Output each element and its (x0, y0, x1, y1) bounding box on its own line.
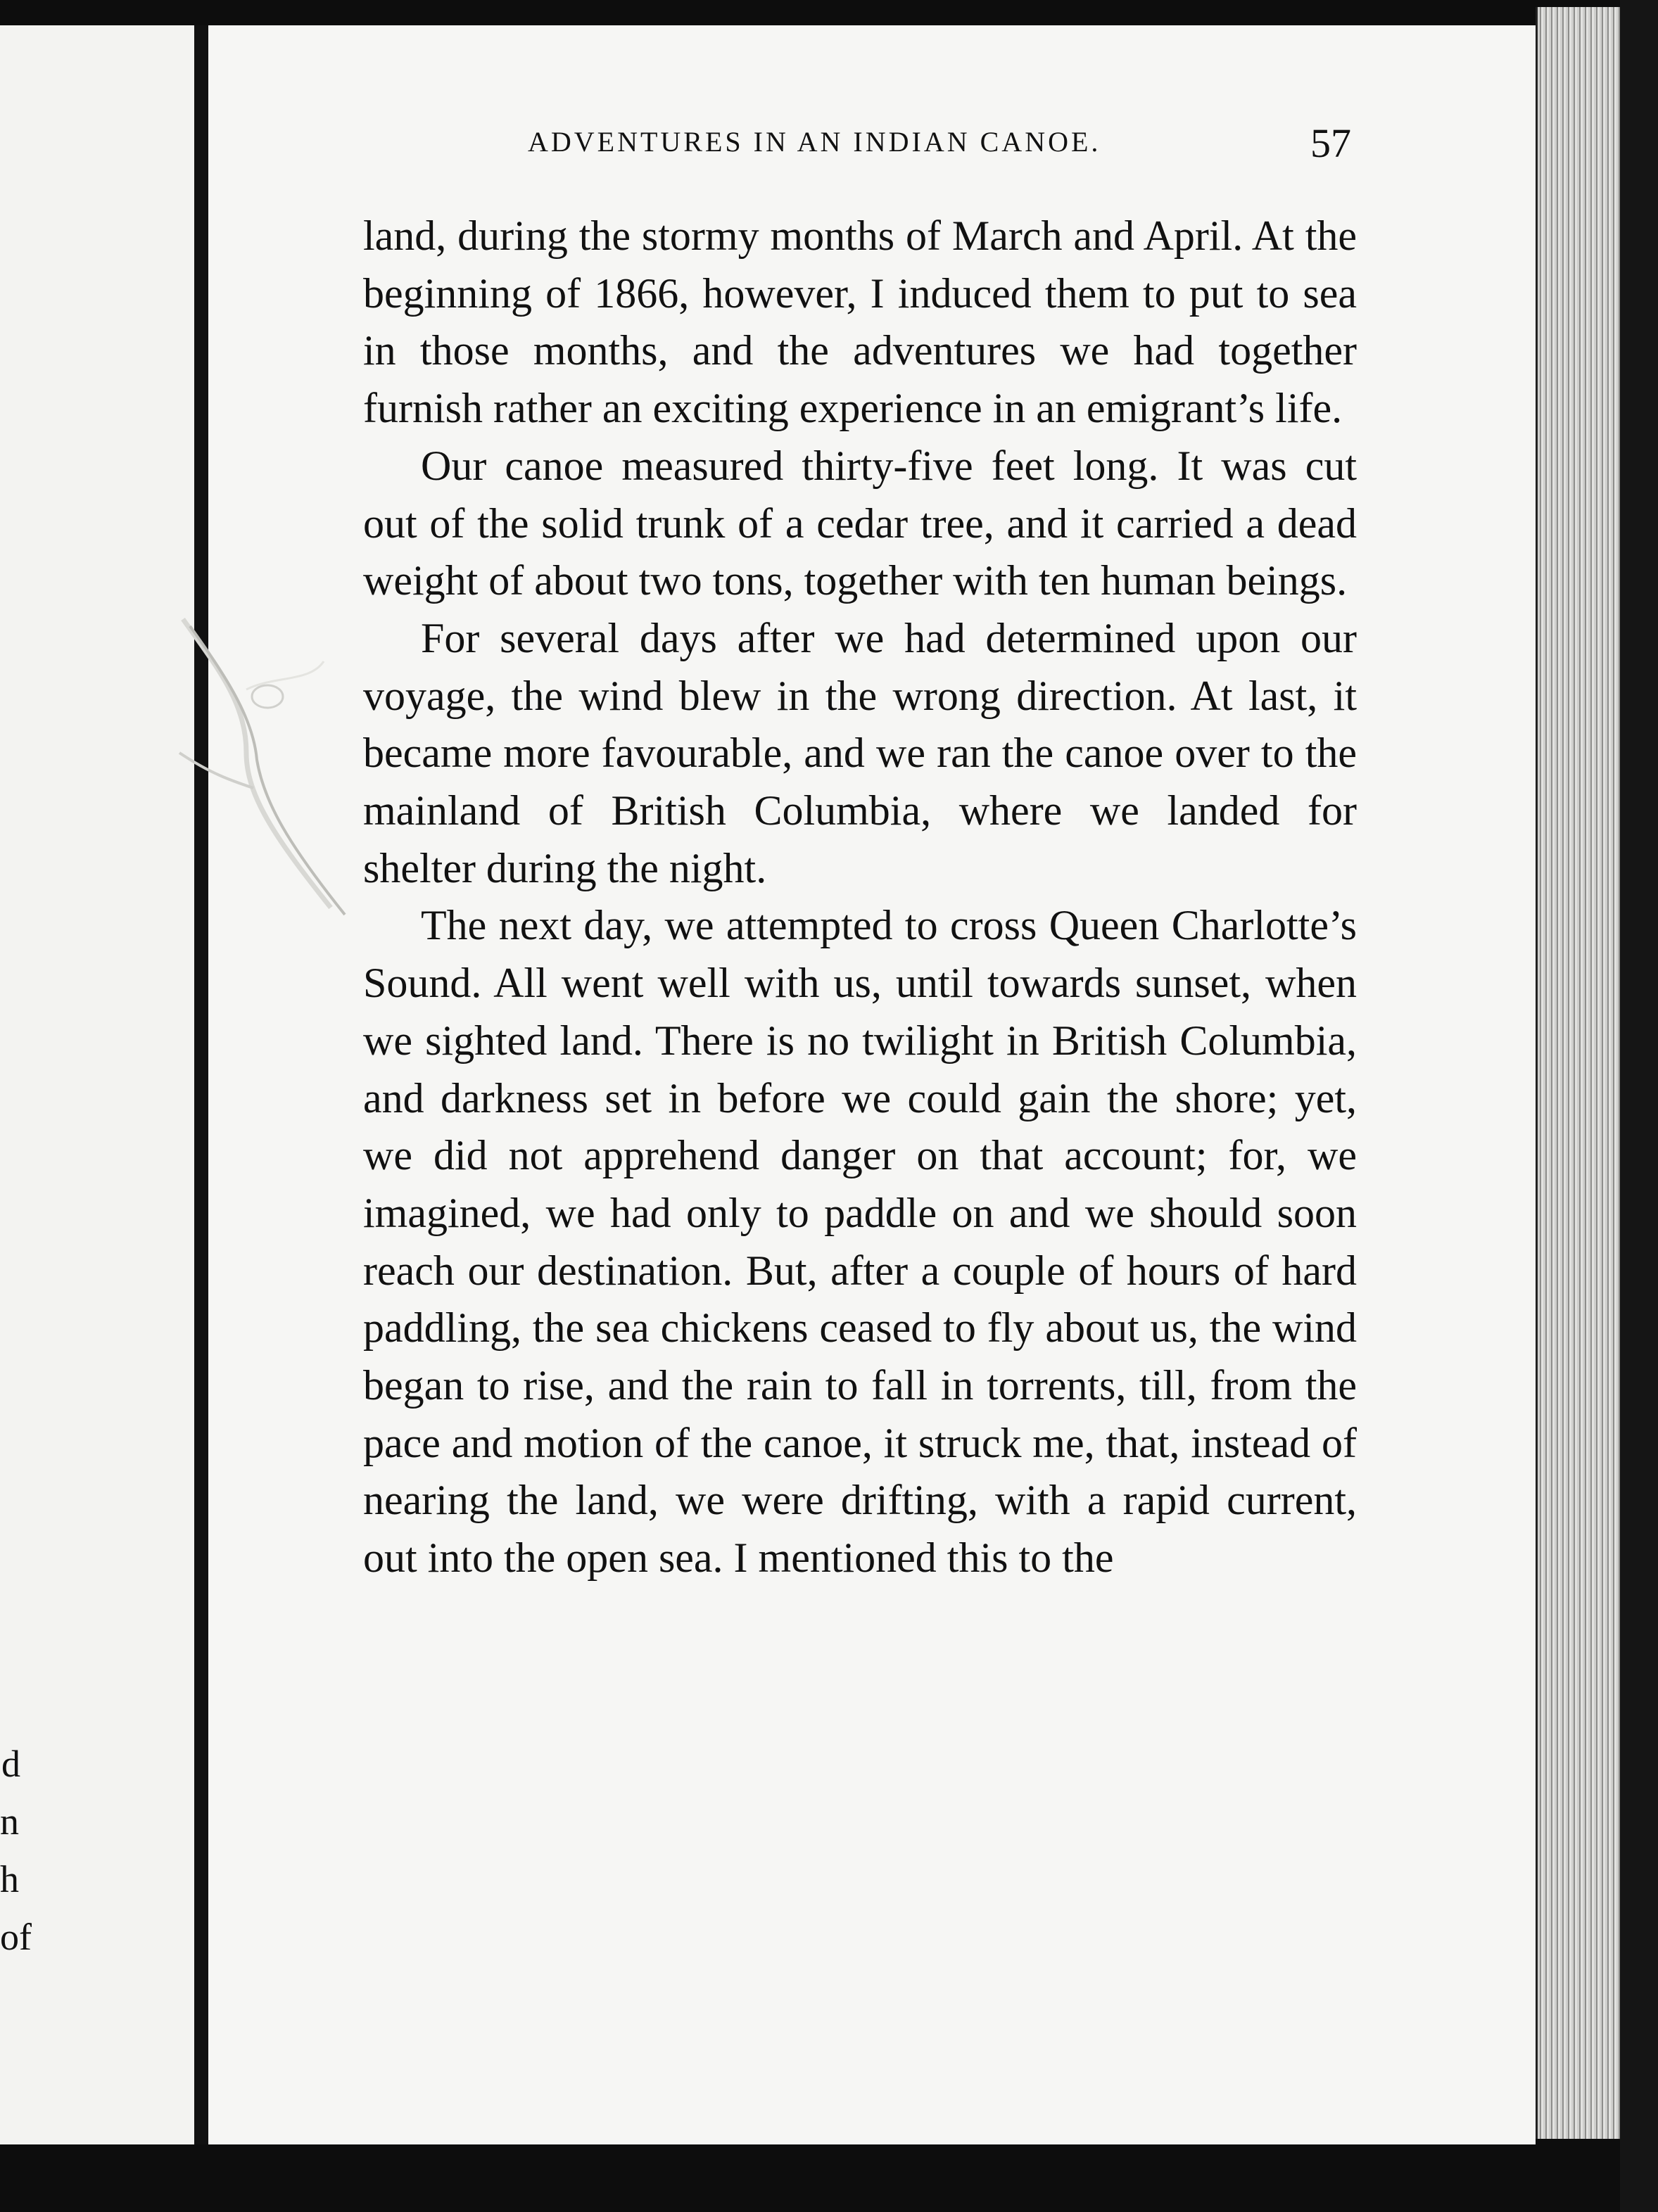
left-page-fragment: of (0, 1916, 32, 1958)
left-page (0, 25, 194, 2144)
paragraph: For several days after we had determined upon our voyage, the wind blew in the wrong direction. At last, it became more favourable, and we ran the canoe over to the mainland of British Columbia, where we landed for shelter during the night. (363, 614, 1357, 891)
running-head (317, 120, 1351, 176)
paragraph: land, during the stormy months of March and April. At the beginning of 1866, however, I induced them to put to sea in those months, and the adventures we had together furnish rather an exciting experience in an emigrant’s life. (363, 212, 1357, 432)
page-edges (1536, 7, 1622, 2139)
page-number: 57 (1310, 120, 1351, 166)
running-head-title: ADVENTURES IN AN INDIAN CANOE. (528, 126, 1101, 158)
paragraph: Our canoe measured thirty-five feet long. It was cut out of the solid trunk of a cedar tree, and it carried a dead weight of about two tons, together with ten human beings. (363, 442, 1357, 604)
book-gutter (194, 25, 208, 2144)
binding-thread (169, 612, 380, 922)
body-text (363, 208, 1357, 1587)
paragraph: The next day, we attempted to cross Queen Charlotte’s Sound. All went well with us, until towards sunset, when we sighted land. There is no twilight in British Columbia, and darkness set in before we could gain the shore; yet, we did not apprehend danger on that account; for, we imagined, we had only to paddle on and we should soon reach our destination. But, after a couple of hours of hard paddling, the sea chickens ceased to fly about us, the wind began to rise, and the rain to fall in torrents, till, from the pace and motion of the canoe, it struck me, that, instead of nearing the land, we were drifting, with a rapid current, out into the open sea. I mentioned this to the (363, 902, 1357, 1582)
left-page-fragment: n (0, 1800, 19, 1843)
left-page-fragment: d (1, 1743, 20, 1785)
left-page-fragment: h (0, 1858, 19, 1900)
book-cover-edge (1620, 0, 1658, 2212)
